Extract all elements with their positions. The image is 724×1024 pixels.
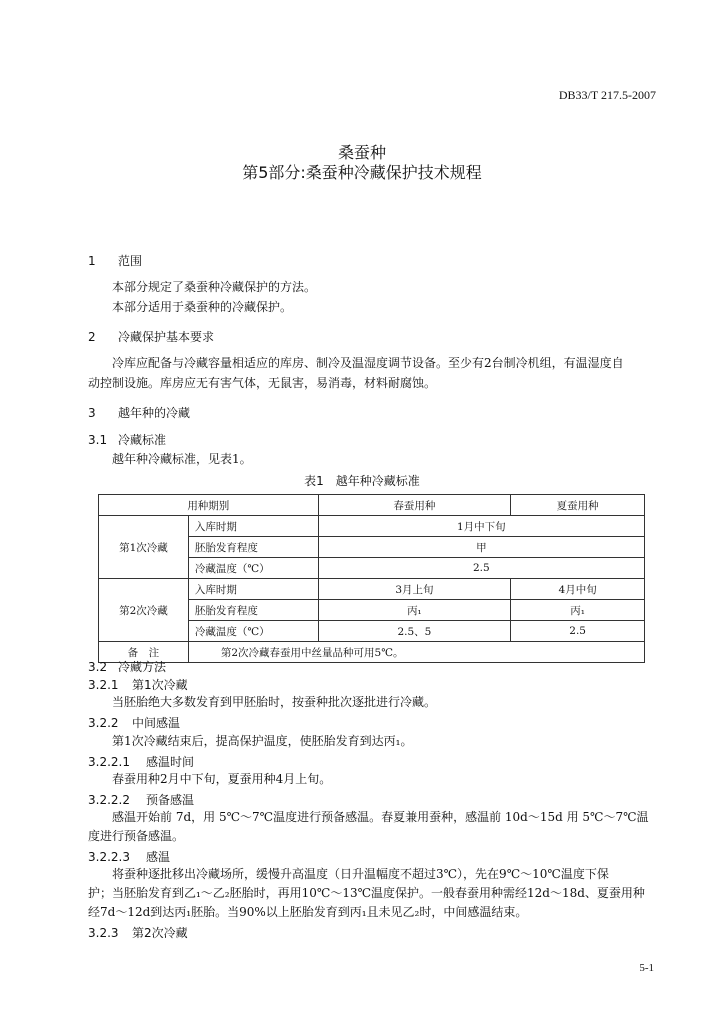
table-cell: 冷藏温度（℃） — [188, 621, 318, 642]
section-number: 3.2.2.1 — [88, 755, 130, 769]
section-3-2-2-1-heading — [88, 753, 194, 770]
section-title: 越年种的冷藏 — [118, 406, 191, 420]
table-cell: 1月中下旬 — [318, 516, 644, 537]
table-cell: 2.5 — [318, 558, 644, 579]
paragraph-line: 度进行预备感温。 — [88, 829, 185, 843]
table-caption: 表1 越年种冷藏标准 — [304, 474, 420, 488]
paragraph-line: 动控制设施。库房应无有害气体，无鼠害，易消毒，材料耐腐蚀。 — [88, 376, 437, 390]
section-number: 3.2.2.2 — [88, 793, 130, 807]
section-3-heading — [88, 404, 190, 421]
section-title: 冷藏保护基本要求 — [118, 330, 215, 344]
section-3-2-2-2-heading — [88, 791, 194, 808]
section-title: 第2次冷藏 — [132, 926, 188, 940]
paragraph: 越年种冷藏标准，见表1。 — [112, 452, 252, 466]
section-title: 预备感温 — [146, 793, 195, 807]
paragraph-line: 将蚕种逐批移出冷藏场所，缓慢升高温度（日升温幅度不超过3℃），先在9℃～10℃温度下保 — [112, 867, 609, 881]
section-number: 2 — [88, 330, 96, 344]
table-cell: 4月中旬 — [511, 579, 645, 600]
section-3-2-2-3-heading — [88, 848, 170, 865]
section-title: 感温 — [146, 850, 171, 864]
section-number: 3.2.3 — [88, 926, 119, 940]
document-title: 桑蚕种 — [337, 143, 386, 162]
section-title: 感温时间 — [146, 755, 195, 769]
section-title: 范围 — [118, 254, 143, 268]
section-1-heading — [88, 252, 142, 269]
section-number: 3.2.2 — [88, 716, 119, 730]
table-cell: 2.5、5 — [318, 621, 511, 642]
table-cell: 3月上旬 — [318, 579, 511, 600]
section-2-heading — [88, 328, 214, 345]
table-cell: 入库时期 — [188, 579, 318, 600]
section-3-1-heading — [88, 431, 166, 448]
table-cell: 丙₁ — [318, 600, 511, 621]
table-group-cell: 第1次冷藏 — [99, 516, 189, 579]
section-number: 1 — [88, 254, 96, 268]
section-number: 3.1 — [88, 433, 108, 447]
table-cell: 胚胎发育程度 — [188, 600, 318, 621]
table-note: 第2次冷藏春蚕用中丝量品种可用5℃。 — [188, 642, 644, 663]
section-3-2-2-heading — [88, 714, 180, 731]
section-title: 冷藏方法 — [118, 660, 167, 674]
table-cell: 胚胎发育程度 — [188, 537, 318, 558]
paragraph-line: 经7d～12d到达丙₁胚胎。当90%以上胚胎发育到丙₁且未见乙₂时，中间感温结束。 — [88, 905, 528, 919]
table-cell: 备 注 — [99, 642, 189, 663]
table-group-cell: 第2次冷藏 — [99, 579, 189, 642]
paragraph: 本部分适用于桑蚕种的冷藏保护。 — [112, 300, 293, 314]
storage-standard-table — [98, 494, 645, 663]
table-header-cell: 夏蚕用种 — [511, 495, 645, 516]
section-number: 3 — [88, 406, 96, 420]
table-header-row — [99, 495, 645, 516]
table-cell: 甲 — [318, 537, 644, 558]
section-number: 3.2.1 — [88, 678, 119, 692]
table-cell: 入库时期 — [188, 516, 318, 537]
document-subtitle: 第5部分:桑蚕种冷藏保护技术规程 — [242, 163, 482, 182]
document-code: DB33/T 217.5-2007 — [558, 88, 656, 102]
paragraph: 春蚕用种2月中下旬，夏蚕用种4月上旬。 — [112, 772, 332, 786]
paragraph-line: 感温开始前 7d，用 5℃～7℃温度进行预备感温。春夏兼用蚕种，感温前 10d～15d 用 5℃～7℃温 — [112, 810, 649, 824]
table-header-cell: 用种期别 — [99, 495, 319, 516]
paragraph: 本部分规定了桑蚕种冷藏保护的方法。 — [112, 280, 317, 294]
table-note-row — [99, 642, 645, 663]
paragraph-line: 冷库应配备与冷藏容量相适应的库房、制冷及温湿度调节设备。至少有2台制冷机组，有温湿度自 — [112, 356, 624, 370]
page-number: 5-1 — [639, 962, 654, 974]
paragraph: 第1次冷藏结束后，提高保护温度，使胚胎发育到达丙₁。 — [112, 734, 413, 748]
section-number: 3.2.2.3 — [88, 850, 130, 864]
section-title: 第1次冷藏 — [132, 678, 188, 692]
table-cell: 2.5 — [511, 621, 645, 642]
table-row — [99, 579, 645, 600]
section-3-2-heading — [88, 658, 166, 675]
section-number: 3.2 — [88, 660, 108, 674]
paragraph: 当胚胎绝大多数发育到甲胚胎时，按蚕种批次逐批进行冷藏。 — [112, 695, 437, 709]
table-row — [99, 516, 645, 537]
section-title: 中间感温 — [132, 716, 181, 730]
section-3-2-3-heading — [88, 924, 188, 941]
paragraph-line: 护；当胚胎发育到乙₁～乙₂胚胎时，再用10℃～13℃温度保护。一般春蚕用种需经12d～18d、夏蚕用种 — [88, 886, 645, 900]
section-3-2-1-heading — [88, 676, 188, 693]
table-cell: 丙₁ — [511, 600, 645, 621]
table-cell: 冷藏温度（℃） — [188, 558, 318, 579]
table-header-cell: 春蚕用种 — [318, 495, 511, 516]
section-title: 冷藏标准 — [118, 433, 167, 447]
